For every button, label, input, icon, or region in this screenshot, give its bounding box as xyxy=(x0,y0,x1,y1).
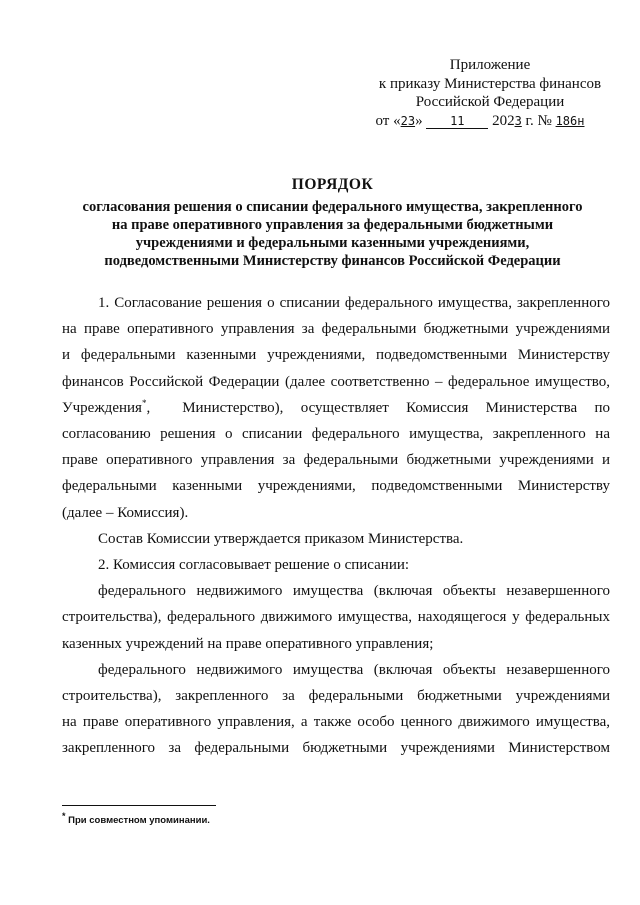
text-line: строительства), федерального движимого имущества, находящегося у федеральных xyxy=(62,609,610,626)
paragraph-1 xyxy=(62,290,610,526)
text-fragment: Министерство), осуществляет Комиссия Министерства по xyxy=(182,399,610,416)
date-prefix: от « xyxy=(375,112,401,129)
footnote-ref: * xyxy=(141,397,147,408)
text-line: на праве оперативного управления за федеральными бюджетными учреждениями xyxy=(62,321,610,338)
order-number: 186н xyxy=(555,113,585,128)
appendix-ministry: Российской Федерации xyxy=(415,94,565,110)
date-year-suffix: г. № xyxy=(521,112,552,129)
text-line: 1. Согласование решения о списании федерального имущества, закрепленного xyxy=(98,295,610,311)
document-body xyxy=(62,290,610,762)
text-line: строительства), закрепленного за федеральными бюджетными учреждениями xyxy=(62,688,610,705)
text-line: федеральными казенными учреждениями, подведомственными Министерству xyxy=(62,478,610,495)
paragraph-5 xyxy=(62,657,610,762)
document-title xyxy=(40,176,625,270)
text-line: финансов Российской Федерации (далее соответственно – федеральное имущество, xyxy=(62,373,610,390)
text-line: согласованию решения о списании федерального имущества, закрепленного на xyxy=(62,426,610,443)
date-quote-close: » xyxy=(415,112,423,129)
appendix-label: Приложение xyxy=(449,57,531,73)
paragraph-3: 2. Комиссия согласовывает решение о списании: xyxy=(98,557,410,574)
date-year-prefix: 202 xyxy=(492,112,515,129)
text-line: праве оперативного управления за федеральными бюджетными учреждениями и xyxy=(62,452,610,469)
appendix-header xyxy=(355,56,625,130)
title-line: подведомственными Министерству финансов Российской Федерации xyxy=(104,253,561,269)
text-line: (далее – Комиссия). xyxy=(62,504,189,521)
text-line: федерального недвижимого имущества (включая объекты незавершенного xyxy=(98,583,610,600)
text-line: казенных учреждений на праве оперативного управления; xyxy=(62,635,434,652)
text-word: Учреждения xyxy=(62,399,142,416)
title-line: учреждениями и федеральными казенными учреждениями, xyxy=(135,235,530,251)
footnote-mark: * xyxy=(62,810,66,821)
title-line: согласования решения о списании федерального имущества, закрепленного xyxy=(82,199,583,215)
date-day: 23 xyxy=(400,113,416,128)
footnote-separator xyxy=(62,805,216,806)
text-line: закрепленного за федеральными бюджетными учреждениями Министерством xyxy=(62,740,610,757)
text-line: и федеральными казенными учреждениями, подведомственными Министерству xyxy=(62,347,610,364)
date-month: 11 xyxy=(426,115,488,129)
appendix-order-ref: к приказу Министерства финансов xyxy=(378,75,602,92)
text-line-with-footnote xyxy=(62,395,610,421)
title-line: на праве оперативного управления за федеральными бюджетными xyxy=(111,217,554,233)
order-date-line xyxy=(345,112,615,131)
footnote xyxy=(62,810,462,827)
paragraph-4 xyxy=(62,578,610,657)
text-line: на праве оперативного управления, а также особо ценного движимого имущества, xyxy=(62,714,610,731)
paragraph-2: Состав Комиссии утверждается приказом Министерства. xyxy=(98,530,464,547)
footnote-text: При совместном упоминании. xyxy=(65,815,210,826)
title-main: ПОРЯДОК xyxy=(291,176,374,193)
text-fragment: Учреждения*, xyxy=(62,397,151,416)
date-year-digit: 3 xyxy=(514,113,522,128)
text-line: федерального недвижимого имущества (включая объекты незавершенного xyxy=(98,661,610,678)
